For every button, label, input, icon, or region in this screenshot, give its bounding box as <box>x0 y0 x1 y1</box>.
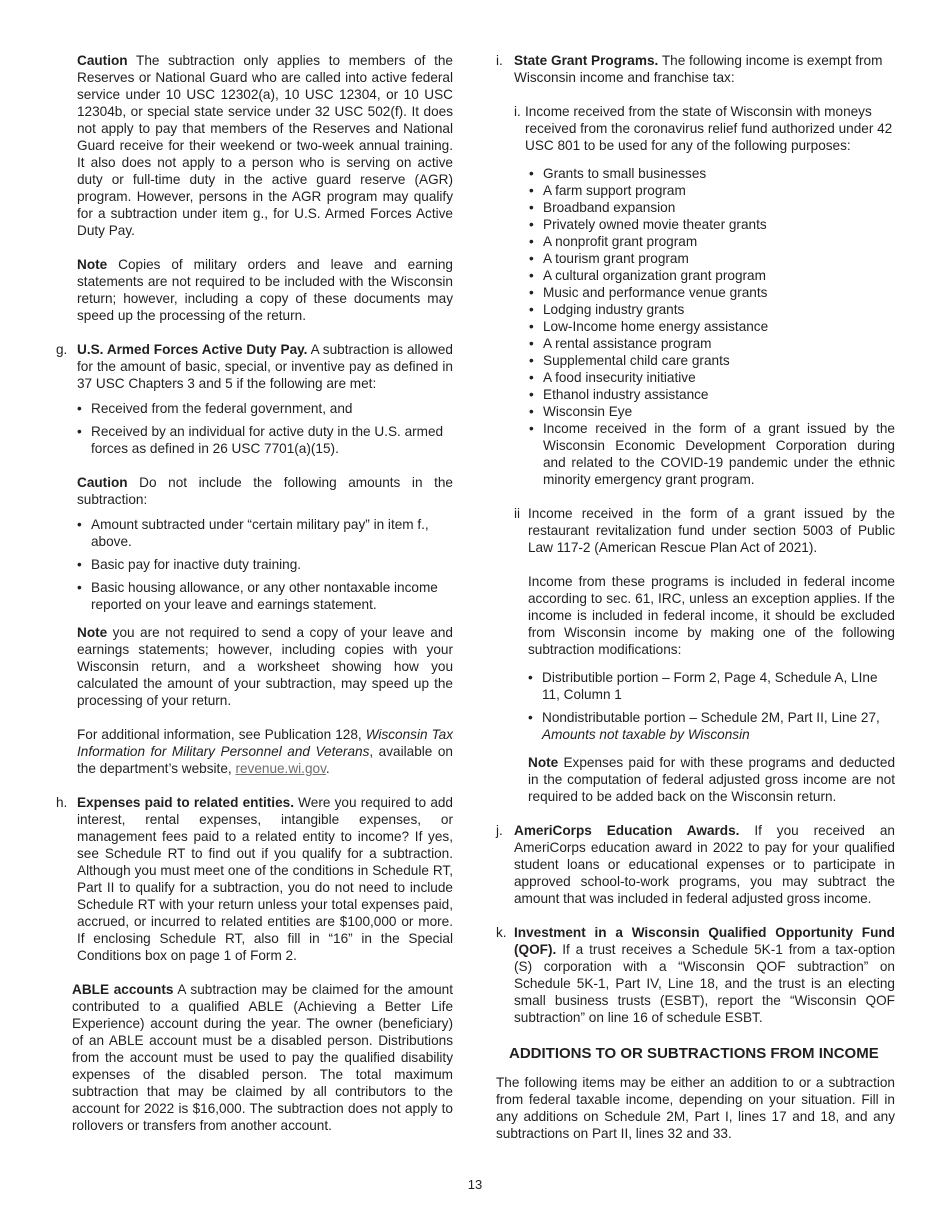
list-item: • A nonprofit grant program <box>529 233 895 250</box>
section-intro-text: The following items may be either an addition to or a subtraction from federal taxable income, depending on your situation. Fill in any additions on Schedule 2M, Part I, lines 17 and 18, and any subtractions on Part II, lines 32 and 33. <box>496 1075 895 1141</box>
list-item: • Received by an individual for active duty in the U.S. armed forces as defined in 26 USC 7701(a)(15). <box>77 423 453 457</box>
item-h-related-entities: h. Expenses paid to related entities. Were you required to add interest, rental expenses, intangible expenses, or management fees paid to a related entity to income? If yes, see Schedule RT to find out if you qualify for a subtraction. Although you must meet one of the conditions in Schedule RT, Part II to qualify for a subtraction, you do not need to include Schedule RT with your return unless your total expenses paid, accrued, or incurred to related entities are $100,000 or more. If enclosing Schedule RT, also fill in “16” in the Special Conditions box on page 1 of Form 2. <box>56 795 453 963</box>
list-item: • A rental assistance program <box>529 335 895 352</box>
note-military-orders: Note Copies of military orders and leave and earning statements are not required to be included with the Wisconsin return; however, including a copy of these documents may speed up the processing of the return. <box>77 257 453 323</box>
left-column <box>56 52 453 1134</box>
page-number: 13 <box>467 1177 483 1192</box>
item-i-subitem-1: i. Income received from the state of Wisconsin with moneys received from the coronavirus relief fund authorized under 42 USC 801 to be used for any of the following purposes: • Grants to small businesses • A farm support program • Broadband expansion • Privately owned movie theater grants • A nonprofit grant program • A tourism grant program • A cultural organization grant program • Music and performance venue grants • Lodging industry grants • Low-Income home energy assistance • A rental assistance program • Supplemental child care grants • A food insecurity initiative • Ethanol industry assistance • Wisconsin Eye • Income received in the form of a grant issued by the Wisconsin Economic Development Corporation during and related to the COVID-19 pandemic under the ethnic minority emergency grant program. <box>514 103 895 488</box>
item-g-caution: Caution Do not include the following amounts in the subtraction: <box>77 475 453 507</box>
list-item: • A food insecurity initiative <box>529 369 895 386</box>
grant-purposes-list <box>529 165 895 488</box>
item-h-text: Expenses paid to related entities. Were you required to add interest, rental expenses, intangible expenses, or management fees paid to a related entity to income? If yes, see Schedule RT to find out if you qualify for a subtraction. Although you must meet one of the conditions in Schedule RT, Part II to qualify for a subtraction, you do not need to include Schedule RT with your return unless your total expenses paid, accrued, or incurred to related entities are $100,000 or more. If enclosing Schedule RT, also fill in “16” in the Special Conditions box on page 1 of Form 2. <box>77 795 453 963</box>
item-g-conditions <box>77 400 453 457</box>
list-item: • Lodging industry grants <box>529 301 895 318</box>
list-item: • Privately owned movie theater grants <box>529 216 895 233</box>
list-item: • A cultural organization grant program <box>529 267 895 284</box>
item-i-subitem-2: ii Income received in the form of a grant issued by the restaurant revitalization fund under section 5003 of Public Law 117-2 (American Rescue Plan Act of 2021). Income from these programs is included in federal income according to sec. 61, IRC, unless an exception applies. If the income is included in federal income, it should be excluded from Wisconsin income by making one of the following subtraction modifications: • Distributible portion – Form 2, Page 4, Schedule A, LIne 11, Column 1 • Nondistributable portion – Schedule 2M, Part II, Line 27, Amounts not taxable by Wisconsin Note Expenses paid for with these programs and deducted in the computation of federal adjusted gross income are not required to be added back on the Wisconsin return. <box>514 505 895 805</box>
item-g-intro: U.S. Armed Forces Active Duty Pay. A subtraction is allowed for the amount of basic, special, or inventive pay as defined in 37 USC Chapters 3 and 5 if the following are met: <box>77 342 453 391</box>
list-item: • Basic pay for inactive duty training. <box>77 556 453 573</box>
list-item: • Music and performance venue grants <box>529 284 895 301</box>
revenue-website-link[interactable]: revenue.wi.gov <box>235 761 326 776</box>
list-item: • Supplemental child care grants <box>529 352 895 369</box>
item-j-americorps: j. AmeriCorps Education Awards. If you received an AmeriCorps education award in 2022 to pay for your qualified student loans or educational expenses or to participate in approved school-to-work programs, you may subtract the amount that was included in federal adjusted gross income. <box>496 823 895 906</box>
item-i-state-grant-programs: i. State Grant Programs. The following income is exempt from Wisconsin income and franchise tax: i. Income received from the state of Wisconsin with moneys received from the coronavirus relief fund authorized under 42 USC 801 to be used for any of the following purposes: • Grants to small businesses • A farm support program • Broadband expansion • Privately owned movie theater grants • A nonprofit grant program • A tourism grant program • A cultural organization grant program • Music and performance venue grants • Lodging industry grants • Low-Income home energy assistance • A rental assistance program • Supplemental child care grants • A food insecurity initiative • Ethanol industry assistance • Wisconsin Eye • Income received in the form of a grant issued by the Wisconsin Economic Development Corporation during and related to the COVID-19 pandemic under the ethnic minority emergency grant program. ii Income received in the form of a grant issued by the restaurant revitalization fund under section 5003 of Public Law 117-2 (American Rescue Plan Act of 2021). Income from these programs is included in federal income according to sec. 61, IRC, unless an exception applies. If the income is included in federal income, it should be excluded from Wisconsin income by making one of the following subtraction modifications: • Distributible portion – Form 2, Page 4, Schedule A, LIne 11, Column 1 • Nondistributable portion – Schedule 2M, Part II, Line 27, Amounts not taxable by Wisconsin Note Expenses paid for with these programs and deducted in the computation of federal adjusted gross income are not required to be added back on the Wisconsin return. <box>496 52 895 805</box>
list-item: • Ethanol industry assistance <box>529 386 895 403</box>
list-item: • Income received in the form of a grant issued by the Wisconsin Economic Development Corporation during and related to the COVID-19 pandemic under the ethnic minority emergency grant program. <box>529 420 895 488</box>
item-g-additional-info: For additional information, see Publication 128, Wisconsin Tax Information for Military Personnel and Veterans, available on the department’s website, revenue.wi.gov. <box>77 727 453 776</box>
item-i-intro: State Grant Programs. The following income is exempt from Wisconsin income and franchise tax: <box>514 53 883 85</box>
grant-expenses-note: Note Expenses paid for with these programs and deducted in the computation of federal adjusted gross income are not required to be added back on the Wisconsin return. <box>528 755 895 804</box>
item-g-excluded-amounts <box>77 516 453 613</box>
item-j-text: AmeriCorps Education Awards. If you received an AmeriCorps education award in 2022 to pay for your qualified student loans or educational expenses or to participate in approved school-to-work programs, you may subtract the amount that was included in federal adjusted gross income. <box>514 823 895 906</box>
subtraction-modifications-list <box>528 669 895 743</box>
list-item: • Amount subtracted under “certain military pay” in item f., above. <box>77 516 453 550</box>
list-item: • Grants to small businesses <box>529 165 895 182</box>
item-k-text: Investment in a Wisconsin Qualified Opportunity Fund (QOF). If a trust receives a Schedule 5K-1 from a tax-option (S) corporation with a “Wisconsin QOF subtraction” on Schedule 5K-1, Part IV, Line 18, and the trust is an electing small business trusts (ESBT), report the “Wisconsin QOF subtraction” on line 16 of schedule ESBT. <box>514 925 895 1025</box>
list-item: • Nondistributable portion – Schedule 2M, Part II, Line 27, Amounts not taxable by Wisconsin <box>528 709 895 743</box>
able-accounts: ABLE accounts A subtraction may be claimed for the amount contributed to a qualified ABLE (Achieving a Better Life Experience) account during the year. The owner (beneficiary) of an ABLE account must be a disabled person. Distributions from the account must be used to pay the qualified disability expenses of the disabled person. The total maximum subtraction that may be claimed by all contributors to the account for 2022 is $16,000. The subtraction does not apply to rollovers or transfers from another account. <box>72 982 453 1133</box>
list-item: • Wisconsin Eye <box>529 403 895 420</box>
caution-military-pay: Caution The subtraction only applies to members of the Reserves or National Guard who are called into active federal service under 10 USC 12302(a), 10 USC 12304, or 10 USC 12304b, or special state service under 32 USC 502(f). It does not apply to pay that members of the Reserves and National Guard receive for their weekend or two-week annual training. It also does not apply to a person who is serving on active duty or full-time duty in the active guard reserve (AGR) program. However, persons in the AGR program may qualify for a subtraction under item g., for U.S. Armed Forces Active Duty Pay. <box>77 53 453 238</box>
item-k-qof: k. Investment in a Wisconsin Qualified Opportunity Fund (QOF). If a trust receives a Schedule 5K-1 from a tax-option (S) corporation with a “Wisconsin QOF subtraction” on Schedule 5K-1, Part IV, Line 18, and the trust is an electing small business trusts (ESBT), report the “Wisconsin QOF subtraction” on line 16 of schedule ESBT. <box>496 925 895 1025</box>
right-column <box>496 52 895 1142</box>
list-item: • A farm support program <box>529 182 895 199</box>
section-heading: ADDITIONS TO OR SUBTRACTIONS FROM INCOME <box>509 1045 879 1062</box>
subitem-2-text: Income received in the form of a grant issued by the restaurant revitalization fund under section 5003 of Public Law 117-2 (American Rescue Plan Act of 2021). <box>528 506 895 555</box>
list-item: • Low-Income home energy assistance <box>529 318 895 335</box>
list-item: • Received from the federal government, and <box>77 400 453 417</box>
subitem-1-text: Income received from the state of Wisconsin with moneys received from the coronavirus relief fund authorized under 42 USC 801 to be used for any of the following purposes: <box>525 104 893 153</box>
item-g-active-duty-pay: g. U.S. Armed Forces Active Duty Pay. A subtraction is allowed for the amount of basic, special, or inventive pay as defined in 37 USC Chapters 3 and 5 if the following are met: • Received from the federal government, and • Received by an individual for active duty in the U.S. armed forces as defined in 26 USC 7701(a)(15). Caution Do not include the following amounts in the subtraction: • Amount subtracted under “certain military pay” in item f., above. • Basic pay for inactive duty training. • Basic housing allowance, or any other nontaxable income reported on your leave and earnings statement. Note you are not required to send a copy of your leave and earnings statements; however, including copies with your Wisconsin return, and a worksheet showing how you calculated the amount of your subtraction, may speed up the processing of your return. For additional information, see Publication 128, Wisconsin Tax Information for Military Personnel and Veterans, available on the department’s website, revenue.wi.gov. <box>56 341 453 777</box>
list-item: • Distributible portion – Form 2, Page 4, Schedule A, LIne 11, Column 1 <box>528 669 895 703</box>
list-item: • Basic housing allowance, or any other nontaxable income reported on your leave and earnings statement. <box>77 579 453 613</box>
list-item: • A tourism grant program <box>529 250 895 267</box>
programs-subtraction-text: Income from these programs is included in federal income according to sec. 61, IRC, unless an exception applies. If the income is included in federal income, it should be excluded from Wisconsin income by making one of the following subtraction modifications: <box>528 574 895 657</box>
list-item: • Broadband expansion <box>529 199 895 216</box>
item-g-note: Note you are not required to send a copy of your leave and earnings statements; however, including copies with your Wisconsin return, and a worksheet showing how you calculated the amount of your subtraction, may speed up the processing of your return. <box>77 625 453 708</box>
